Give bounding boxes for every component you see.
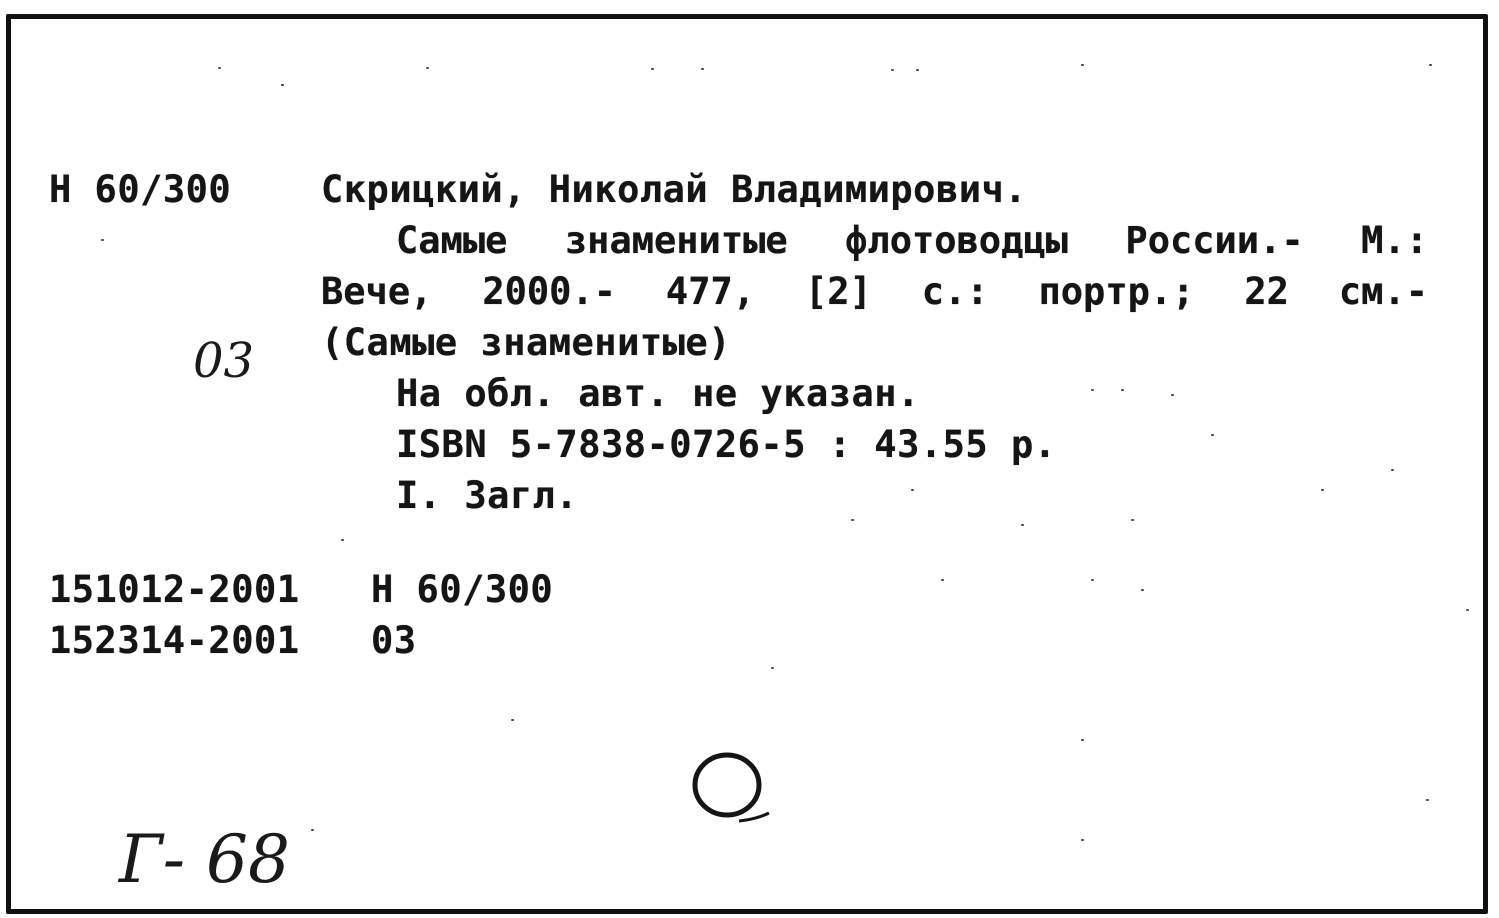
dust-speck xyxy=(1429,64,1432,66)
dust-speck xyxy=(1391,469,1394,471)
dust-speck xyxy=(341,539,344,541)
catalog-card xyxy=(6,14,1488,914)
publication-word: 22 xyxy=(1244,270,1289,313)
dust-speck xyxy=(101,239,104,241)
dust-speck xyxy=(511,719,514,721)
title-line xyxy=(396,219,1428,262)
dust-speck xyxy=(916,69,919,71)
dust-speck xyxy=(911,489,914,491)
added-entry-line: I. Загл. xyxy=(396,474,579,517)
dust-speck xyxy=(851,519,854,521)
dust-speck xyxy=(1081,739,1084,741)
isbn-price-line: ISBN 5-7838-0726-5 : 43.55 р. xyxy=(396,423,1057,466)
punch-hole-icon xyxy=(687,745,771,827)
title-word: России.- xyxy=(1125,219,1304,262)
dust-speck xyxy=(771,667,774,669)
dust-speck xyxy=(1091,579,1094,581)
dust-speck xyxy=(1466,609,1469,611)
handwritten-department-mark: 03 xyxy=(193,333,255,389)
dust-speck xyxy=(1081,839,1084,841)
dust-speck xyxy=(651,68,654,70)
handwritten-catalog-mark: Г- 68 xyxy=(119,821,290,898)
dust-speck xyxy=(1091,389,1094,391)
dust-speck xyxy=(1121,389,1124,391)
inventory-number: 152314-2001 xyxy=(49,619,300,662)
dust-speck xyxy=(311,829,314,831)
publication-word: 2000.- xyxy=(482,270,616,313)
title-word: М.: xyxy=(1361,219,1428,262)
author-heading: Скрицкий, Николай Владимирович. xyxy=(321,168,1028,211)
publication-word: портр.; xyxy=(1038,270,1195,313)
publication-word: 477, xyxy=(665,270,756,313)
dust-speck xyxy=(941,579,944,581)
dust-speck xyxy=(891,69,894,71)
dust-speck xyxy=(281,84,284,86)
publication-word: с.: xyxy=(921,270,989,313)
dust-speck xyxy=(1131,519,1134,521)
publication-line xyxy=(321,270,1428,313)
dust-speck xyxy=(1141,589,1144,591)
note-line: На обл. авт. не указан. xyxy=(396,372,920,415)
dust-speck xyxy=(218,67,221,69)
dust-speck xyxy=(1021,524,1024,526)
inventory-location: Н 60/300 xyxy=(371,568,554,611)
inventory-number: 151012-2001 xyxy=(49,568,300,611)
publication-word: Вече, xyxy=(321,270,433,313)
dust-speck xyxy=(1081,64,1084,66)
publication-word: [2] xyxy=(804,270,872,313)
series-statement: (Самые знаменитые) xyxy=(321,321,731,364)
shelfmark: Н 60/300 xyxy=(49,168,232,211)
title-word: знаменитые xyxy=(564,219,788,262)
dust-speck xyxy=(1321,489,1324,491)
title-word: Самые xyxy=(396,219,508,262)
title-word: флотоводцы xyxy=(845,219,1068,262)
dust-speck xyxy=(701,68,704,70)
inventory-location: 03 xyxy=(371,619,417,662)
dust-speck xyxy=(1211,434,1214,436)
publication-word: см.- xyxy=(1338,270,1428,313)
dust-speck xyxy=(1171,394,1174,396)
dust-speck xyxy=(1426,799,1429,801)
dust-speck xyxy=(426,67,429,69)
